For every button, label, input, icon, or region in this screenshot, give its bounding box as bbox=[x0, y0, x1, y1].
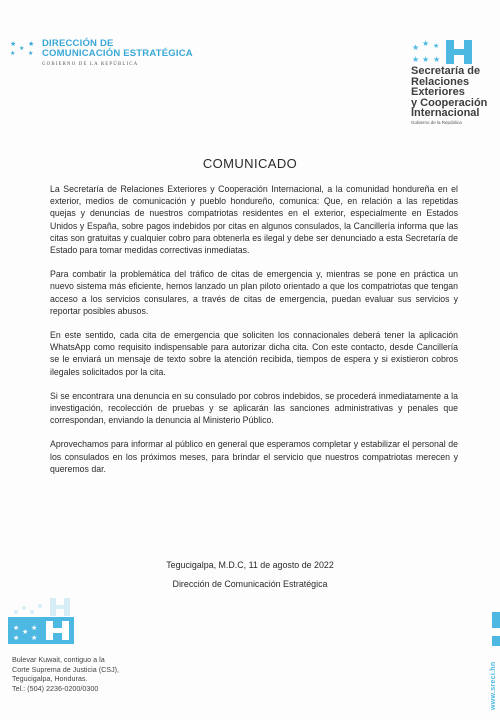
svg-text:★: ★ bbox=[433, 43, 440, 50]
document-body bbox=[50, 183, 458, 487]
secretaria-name bbox=[411, 66, 500, 119]
logo-line-2: COMUNICACIÓN ESTRATÉGICA bbox=[42, 48, 193, 59]
body-paragraph: Si se encontrara una denuncia en su consulado por cobros indebidos, se procederá inmediatamente a la investigación, recolección de pruebas y se aplicarán las sanciones administrativas y penales que correspondan, enviando la denuncia al Ministerio Público. bbox=[50, 390, 458, 426]
footer-emblem bbox=[8, 617, 74, 644]
signature-block bbox=[0, 556, 500, 594]
svg-text:★: ★ bbox=[13, 625, 20, 632]
direccion-comunicacion-logo bbox=[8, 38, 238, 78]
svg-text:★: ★ bbox=[10, 41, 17, 48]
body-paragraph: Para combatir la problemática del tráfico de citas de emergencia y, mientras se pone en práctica un nuevo sistema más eficiente, hemos lanzado un plan piloto orientado a que los compatriotas que tengan acceso a los servicios consulares, a través de citas de emergencia, puedan evaluar sus servicios y reportar posibles abusos. bbox=[50, 269, 458, 316]
address-line: Tel.: (504) 2236-0200/0300 bbox=[12, 683, 99, 693]
stars-icon bbox=[8, 38, 42, 58]
svg-text:★: ★ bbox=[422, 55, 430, 64]
logo-line-1: DIRECCIÓN DE bbox=[42, 38, 114, 49]
issuing-office: Dirección de Comunicación Estratégica bbox=[172, 579, 328, 589]
svg-text:★: ★ bbox=[19, 46, 25, 52]
logo-subtitle: GOBIERNO DE LA REPÚBLICA bbox=[42, 62, 139, 67]
body-paragraph: En este sentido, cada cita de emergencia que soliciten los connacionales deberá tener la aplicación WhatsApp como requisito indispensable para autorizar dicha cita. Con este contacto, desde Cancillería se le enviará un mensaje de texto sobre la atención recibida, tiempos de espera y si existieron cobros ilegales solicitados por la cita. bbox=[50, 330, 458, 377]
stars-h-emblem-icon bbox=[408, 36, 480, 68]
body-paragraph: Aprovechamos para informar al público en general que esperamos completar y estabilizar el personal de los consulados en los próximos meses, para brindar el servicio que nuestros compatriotas merecen y queremos dar. bbox=[50, 439, 458, 474]
svg-text:★: ★ bbox=[31, 625, 38, 632]
svg-text:★: ★ bbox=[28, 51, 34, 57]
address-line: Corte Suprema de Justicia (CSJ), bbox=[12, 664, 120, 674]
place-date: Tegucigalpa, M.D.C, 11 de agosto de 2022 bbox=[166, 560, 334, 570]
secretaria-logo bbox=[404, 36, 500, 136]
svg-text:★: ★ bbox=[10, 51, 16, 57]
svg-text:★: ★ bbox=[28, 41, 35, 48]
svg-text:★: ★ bbox=[412, 43, 420, 52]
side-accent-bar bbox=[492, 612, 500, 628]
address-line: Tegucigalpa, Honduras. bbox=[12, 674, 88, 684]
secretaria-line: Relaciones bbox=[411, 75, 470, 88]
website-link[interactable]: www.sreci.hn bbox=[490, 661, 497, 710]
footer-address bbox=[12, 655, 212, 693]
svg-text:★: ★ bbox=[22, 629, 29, 636]
secretaria-line: Internacional bbox=[411, 107, 480, 120]
address-line: Bulevar Kuwait, contiguo a la bbox=[12, 655, 105, 664]
document-title: COMUNICADO bbox=[202, 156, 298, 171]
secretaria-line: Exteriores bbox=[411, 86, 465, 99]
secretaria-subtitle: Gobierno de la República bbox=[411, 120, 462, 125]
svg-text:★: ★ bbox=[31, 635, 38, 642]
svg-text:★: ★ bbox=[412, 55, 420, 64]
body-paragraph: La Secretaría de Relaciones Exteriores y Cooperación Internacional, a la comunidad hondureña en el exterior, medios de comunicación y pueblo hondureño, comunica: Que, en relación a las repetidas quejas y denuncias de nuestros compatriotas residentes en el exterior, especialmente en Estados Unidos y España, sobre pagos indebidos por citas en algunos consulados, la Cancillería informa que las citas son gratuitas y cualquier cobro para obtenerla es ilegal y debe ser denunciado a esta Secretaría de Estado para tomar medidas correctivas inmediatas. bbox=[50, 184, 458, 256]
svg-text:★: ★ bbox=[433, 55, 441, 64]
svg-text:★: ★ bbox=[13, 635, 20, 642]
stars-h-footer-icon bbox=[8, 617, 74, 644]
secretaria-line: Secretaría de bbox=[411, 65, 481, 77]
secretaria-line: y Cooperación bbox=[411, 96, 488, 109]
svg-text:★: ★ bbox=[422, 39, 430, 48]
side-accent-bar bbox=[492, 636, 500, 646]
faded-emblem-icon bbox=[10, 596, 72, 616]
